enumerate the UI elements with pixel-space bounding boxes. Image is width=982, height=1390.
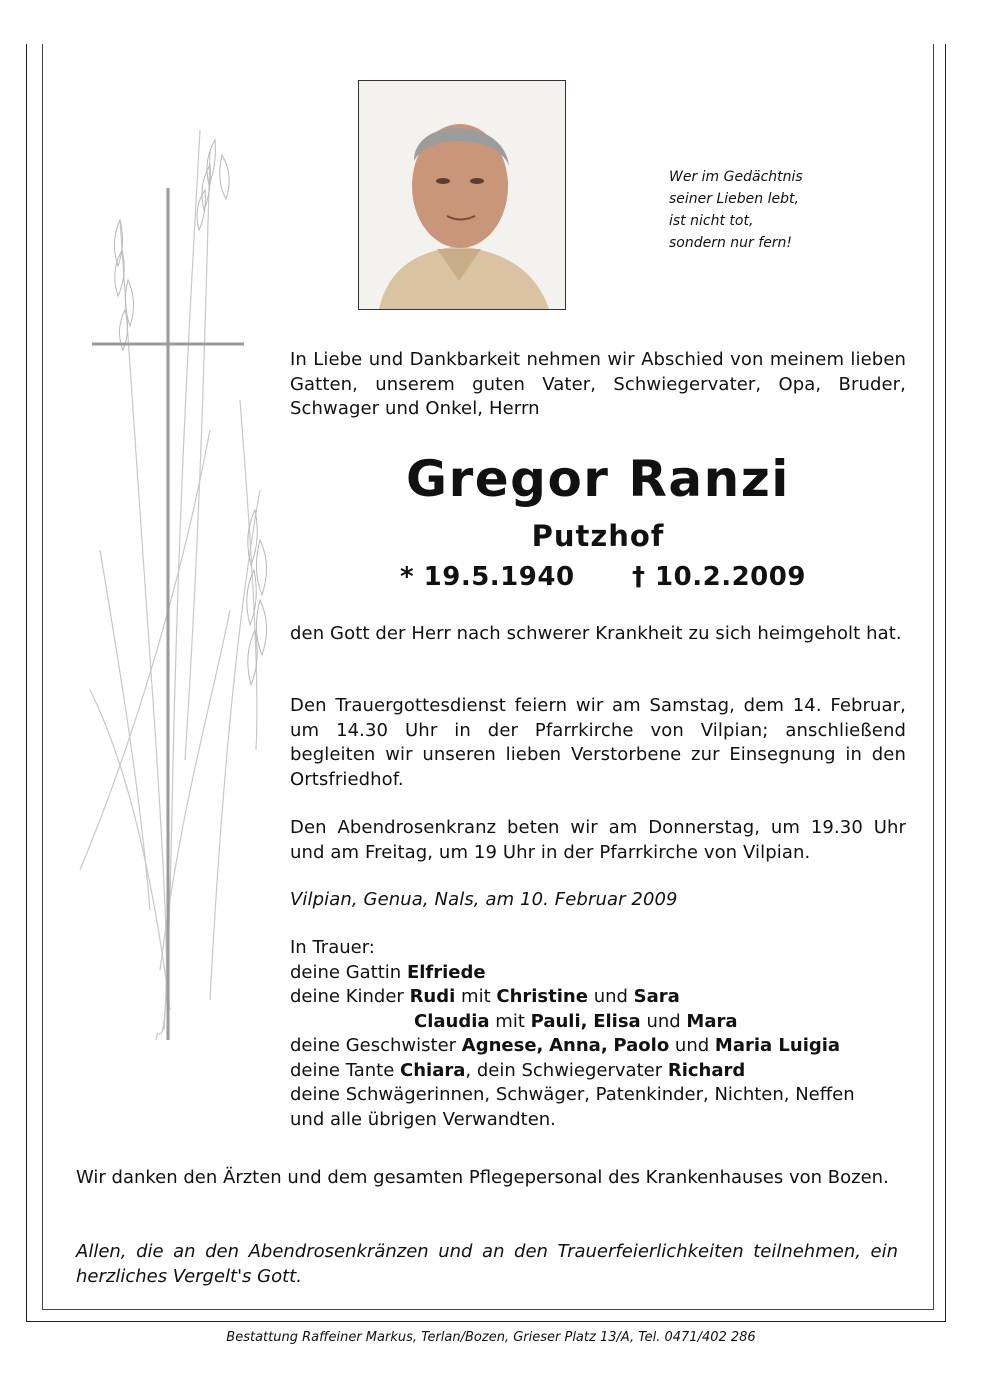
label-text: und	[593, 986, 628, 1007]
mourner-name: Paolo	[613, 1035, 670, 1056]
mourner-name: Elfriede	[406, 961, 486, 983]
called-home-paragraph: den Gott der Herr nach schwerer Krankheit zu sich heimgeholt hat.	[290, 623, 902, 644]
mourner-line-wife	[290, 961, 930, 986]
mourner-name: Sara	[633, 986, 680, 1007]
funeral-home-footer: Bestattung Raffeiner Markus, Terlan/Bozen, Grieser Platz 13/A, Tel. 0471/402 286	[226, 1330, 756, 1345]
label-text: mit	[461, 986, 491, 1007]
farm-name: Putzhof	[531, 519, 665, 553]
funeral-service-paragraph: Den Trauergottesdienst feiern wir am Samstag, dem 14. Februar, um 14.30 Uhr in der Pfarrkirche von Vilpian; anschließend begleiten wir unseren lieben Verstorbene zur Einsegnung in den Ortsfriedhof.	[290, 695, 906, 790]
death-date: † 10.2.2009	[632, 562, 806, 592]
mourner-name: Mara	[686, 1010, 738, 1032]
label-text: deine Kinder	[290, 986, 404, 1007]
label-text: deine Tante	[290, 1059, 395, 1081]
label-text: deine Gattin	[290, 961, 402, 983]
label-text: deine Geschwister	[290, 1035, 457, 1056]
label-text: und	[674, 1035, 710, 1056]
mourner-name: Pauli	[530, 1010, 581, 1032]
quote-line: ist nicht tot,	[669, 213, 754, 229]
label-text: und	[646, 1010, 681, 1032]
mourner-line-aunt	[290, 1059, 930, 1084]
mourner-line-children	[290, 985, 930, 1010]
rosary-paragraph: Den Abendrosenkranz beten wir am Donnerstag, um 19.30 Uhr und am Freitag, um 19 Uhr in der Pfarrkirche von Vilpian.	[290, 817, 906, 863]
mourner-name: Chiara	[400, 1059, 466, 1081]
mourner-line-children-2	[290, 1010, 930, 1035]
cross-wheat-decoration	[60, 110, 280, 1050]
memorial-quote	[669, 166, 869, 254]
separator: ,	[580, 1010, 588, 1032]
mourner-name: Christine	[496, 986, 588, 1007]
mourner-line-inlaws: deine Schwägerinnen, Schwäger, Patenkinder, Nichten, Neffen	[290, 1084, 855, 1105]
mourner-name: Elisa	[593, 1010, 641, 1032]
quote-line: seiner Lieben lebt,	[669, 191, 799, 207]
portrait-photo	[358, 80, 566, 310]
mourners-list	[290, 936, 930, 1132]
mourner-name: Maria Luigia	[714, 1035, 841, 1056]
intro-paragraph: In Liebe und Dankbarkeit nehmen wir Abschied von meinem lieben Gatten, unserem guten Vater, Schwiegervater, Opa, Bruder, Schwager und Onkel, Herrn	[290, 349, 906, 419]
separator: ,	[536, 1035, 544, 1056]
label-text: , dein Schwiegervater	[465, 1059, 663, 1081]
mourners-heading: In Trauer:	[290, 937, 375, 958]
mourner-name: Claudia	[414, 1010, 490, 1032]
label-text: mit	[495, 1010, 525, 1032]
mourner-line-siblings	[290, 1034, 930, 1059]
quote-line: sondern nur fern!	[669, 235, 793, 251]
mourner-name: Anna	[549, 1035, 601, 1056]
birth-date: * 19.5.1940	[400, 562, 575, 592]
deceased-name: Gregor Ranzi	[406, 450, 790, 508]
thanks-hospital: Wir danken den Ärzten und dem gesamten Pflegepersonal des Krankenhauses von Bozen.	[76, 1167, 889, 1188]
quote-line: Wer im Gedächtnis	[669, 169, 803, 185]
mourner-name: Agnese	[461, 1035, 537, 1056]
separator: ,	[600, 1035, 608, 1056]
place-date: Vilpian, Genua, Nals, am 10. Februar 2009	[290, 889, 678, 910]
mourner-line-others: und alle übrigen Verwandten.	[290, 1108, 556, 1130]
mourner-name: Rudi	[409, 986, 456, 1007]
mourner-name: Richard	[667, 1059, 746, 1081]
thanks-participants: Allen, die an den Abendrosenkränzen und an den Trauerfeierlichkeiten teilnehmen, ein herzliches Vergelt's Gott.	[76, 1241, 898, 1287]
